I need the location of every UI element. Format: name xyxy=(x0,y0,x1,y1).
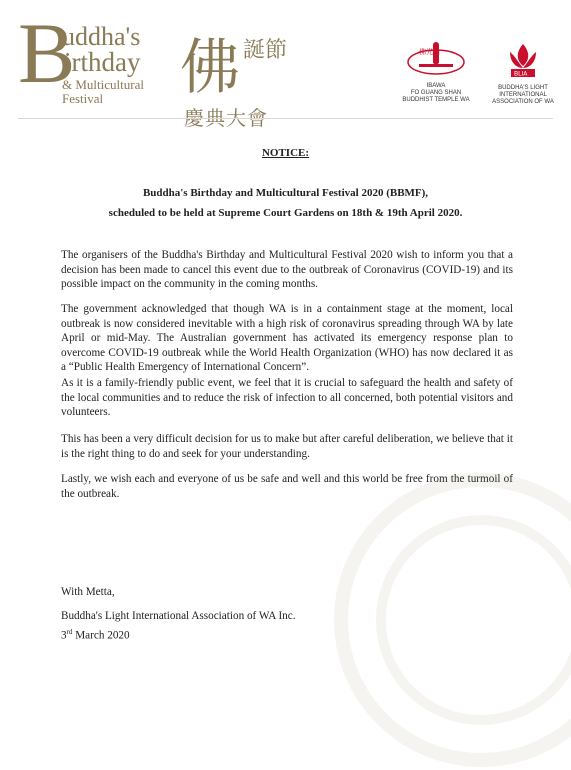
paragraph-decision: This has been a very difficult decision for us to make but after careful deliberation, we believe that it is the right thing to do and seek for your understanding. xyxy=(61,433,513,460)
temple-caption-line: FO GUANG SHAN xyxy=(410,90,462,96)
signature-org: Buddha's Light International Association of WA Inc. xyxy=(61,610,296,622)
logo-word-festival: Festival xyxy=(62,91,104,106)
logo-cjk-fo: 佛 xyxy=(180,33,240,103)
date-day: 3 xyxy=(61,629,67,642)
temple-caption-line: IBAWA xyxy=(426,83,446,89)
svg-text:BLIA: BLIA xyxy=(514,70,528,78)
date-month-year: March 2020 xyxy=(72,629,130,642)
logo-cjk-dan-jie: 誕節 xyxy=(243,38,288,63)
lotus-logo-icon xyxy=(502,40,544,80)
logo-cjk-qing-dian: 慶典大會 xyxy=(184,106,268,130)
subtitle-line: Buddha's Birthday and Multicultural Festival 2020 (BBMF), xyxy=(142,187,429,199)
blia-badge-caption xyxy=(490,85,556,106)
logo-word-multicultural: & Multicultural xyxy=(62,77,144,92)
logo-word-uddhas: uddha's xyxy=(62,22,141,51)
date-suffix: rd xyxy=(66,628,73,636)
blia-badge xyxy=(490,40,556,106)
watermark-circle-icon xyxy=(331,470,571,770)
signature-date xyxy=(61,628,130,642)
temple-caption-line: BUDDHIST TEMPLE WA xyxy=(402,97,470,103)
subtitle-line: scheduled to be held at Supreme Court Gardens on 18th & 19th April 2020. xyxy=(108,207,463,219)
paragraph-government: The government acknowledged that though WA is in a containment stage at the moment, local outbreak is now considered inevitable with a high risk of coronavirus spreading through WA by late April or mid-May. The Australian government has activated its emergency response plan to overcome COVID-19 outbreak while the World Health Organization (WHO) has now declared it as a “Public Health Emergency of International Concern”. xyxy=(61,303,513,373)
svg-text:佛光山: 佛光山 xyxy=(419,48,440,56)
paragraph-wishes: Lastly, we wish each and everyone of us be safe and well and this world be free from the turmoil of the outbreak. xyxy=(61,473,513,500)
temple-badge-caption xyxy=(400,83,472,104)
blia-caption-line: ASSOCIATION OF WA xyxy=(492,99,554,105)
logo-letter-b: B xyxy=(18,5,76,101)
blia-caption-line: BUDDHA'S LIGHT xyxy=(498,85,548,91)
temple-badge xyxy=(400,40,472,104)
paragraph-cancellation: The organisers of the Buddha's Birthday and Multicultural Festival 2020 wish to inform you that a decision has been made to cancel this event due to the outbreak of Coronavirus (COVID-19) and its possible impact on the community in the coming months. xyxy=(61,249,513,290)
signature-closing: With Metta, xyxy=(61,586,115,598)
blia-caption-line: INTERNATIONAL xyxy=(499,92,547,98)
notice-subtitle xyxy=(40,183,531,223)
notice-title: NOTICE: xyxy=(261,147,310,159)
paragraph-family-event: As it is a family-friendly public event, we feel that it is crucial to safeguard the health and safety of the local communities and to reduce the risk of infection to all concerned, both potential visitors and volunteers. xyxy=(61,377,513,418)
temple-logo-icon xyxy=(405,40,467,78)
header-divider xyxy=(18,118,553,119)
logo-word-irthday: irthday xyxy=(64,47,141,77)
bbmf-logo xyxy=(18,5,288,130)
